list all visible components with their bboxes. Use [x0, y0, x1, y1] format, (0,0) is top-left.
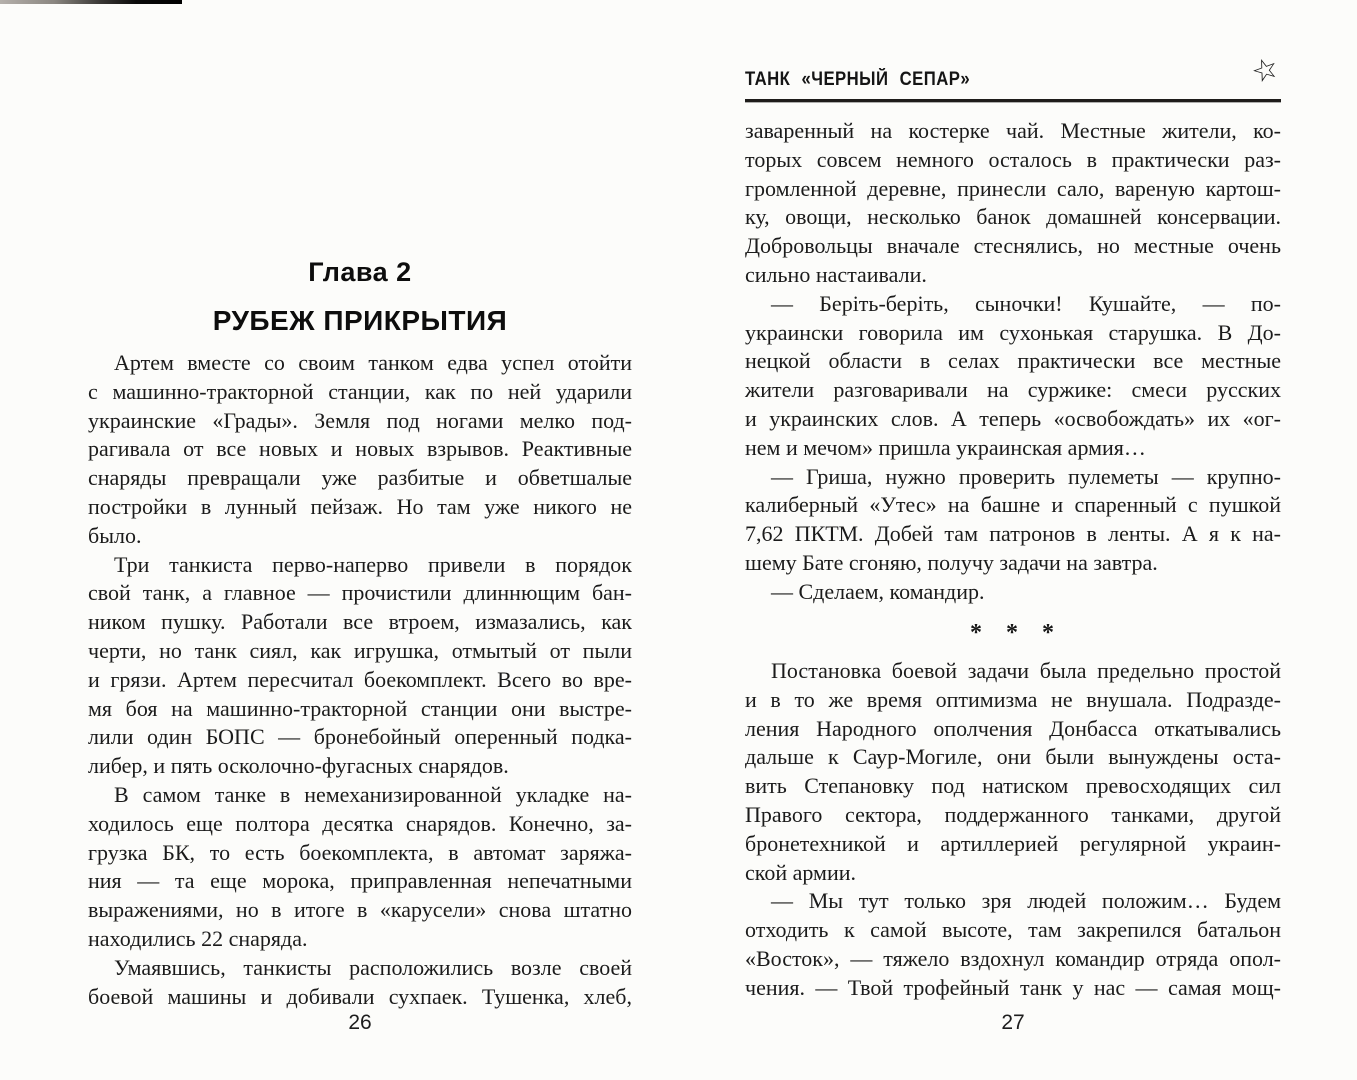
text-line: ской армии. [745, 859, 857, 885]
text-line: свой танк, а главное — прочистили длиннющим бан- [88, 580, 632, 606]
text-line: украински говорила им сухонькая старушка. В До- [745, 319, 1281, 345]
text-line: — Сделаем, командир. [771, 578, 985, 604]
text-line: сильно настаивали. [745, 261, 927, 287]
left-page-number: 26 [348, 1011, 372, 1034]
right-page-body-top [745, 117, 1281, 607]
text-line: — Мы тут только зря людей положим… Будем [771, 888, 1281, 914]
text-line: и грязи. Артем пересчитал боекомплект. Всего во вре- [88, 666, 632, 692]
text-line: боевой машины и добивали сухпаек. Тушенка, хлеб, [88, 983, 632, 1009]
chapter-label: Глава 2 [308, 257, 412, 287]
text-line: ния — та еще морока, приправленная непечатными [88, 868, 632, 894]
text-line: было. [88, 522, 142, 548]
text-line: либер, и пять осколочно-фугасных снарядов. [88, 753, 509, 779]
text-line: торых совсем немного осталось в практически раз- [745, 146, 1281, 172]
text-line: «Восток», — тяжело вздохнул командир отряда опол- [745, 945, 1281, 971]
star-icon: ☆ [1246, 49, 1285, 92]
text-line: с машинно-тракторной станции, как по ней ударили [88, 378, 632, 404]
header-rule [745, 99, 1281, 102]
left-page [88, 0, 632, 1080]
text-line: Правого сектора, поддержанного танками, другой [745, 801, 1281, 827]
text-line: грузка БК, то есть боекомплекта, в автомат заряжа- [88, 839, 632, 865]
text-line: нем и мечом» пришла украинская армия… [745, 434, 1146, 460]
chapter-title: РУБЕЖ ПРИКРЫТИЯ [212, 305, 508, 336]
text-line: Постановка боевой задачи была предельно простой [771, 658, 1281, 683]
text-line: и в то же время оптимизма не внушала. Подразде- [745, 686, 1281, 712]
text-line: Добровольцы вначале стеснялись, но местные очень [745, 233, 1281, 259]
text-line: ником пушку. Работали все втроем, измазались, как [88, 609, 632, 635]
text-line: Умаявшись, танкисты расположились возле своей [114, 954, 632, 980]
text-line: шему Бате сгоняю, получу задачи на завтра. [745, 549, 1158, 575]
text-line: громленной деревне, принесли сало, вареную картош- [745, 175, 1281, 201]
text-line: вить Степановку под натиском превосходящих сил [745, 773, 1281, 799]
text-line: снаряды превращали уже разбитые и обветшалые [88, 465, 632, 491]
right-page-number: 27 [1001, 1011, 1025, 1034]
text-line: — Гриша, нужно проверить пулеметы — крупно- [771, 463, 1281, 489]
text-line: черти, но танк сиял, как игрушка, отмытый от пыли [88, 637, 632, 663]
text-line: выражениями, но в итоге в «карусели» снова штатно [88, 897, 632, 923]
text-line: — Беріть-беріть, сыночки! Кушайте, — по- [771, 290, 1281, 316]
text-line: калиберный «Утес» на башне и спаренный с пушкой [745, 492, 1281, 518]
text-line: постройки в лунный пейзаж. Но там уже никого не [88, 493, 632, 519]
text-line: жители разговаривали на суржике: смеси русских [745, 377, 1281, 403]
text-line: украинские «Грады». Земля под ногами мелко под- [88, 407, 632, 433]
text-line: Три танкиста перво-наперво привели в порядок [114, 551, 632, 577]
text-line: бронетехникой и артиллерией регулярной украин- [745, 830, 1281, 856]
text-line: рагивала от все новых и новых взрывов. Реактивные [88, 436, 632, 462]
text-line: Артем вместе со своим танком едва успел отойти [114, 350, 632, 375]
right-page-body-bottom [745, 657, 1281, 1003]
right-page [745, 0, 1285, 1080]
text-line: чения. — Твой трофейный танк у нас — самая мощ- [745, 974, 1281, 1000]
text-line: мя боя на машинно-тракторной станции они выстре- [88, 695, 632, 721]
left-page-body [88, 349, 632, 1011]
text-line: заваренный на костерке чай. Местные жители, ко- [745, 118, 1281, 143]
text-line: ку, овощи, несколько банок домашней консервации. [745, 204, 1281, 230]
section-break: * * * [970, 620, 1056, 646]
text-line: В самом танке в немеханизированной укладке на- [114, 781, 632, 807]
text-line: 7,62 ПКТМ. Добей там патронов в ленты. А я к на- [745, 521, 1281, 547]
text-line: лили один БОПС — бронебойный оперенный подка- [88, 724, 632, 750]
text-line: и украинских слов. А теперь «освобождать» их «ог- [745, 405, 1281, 431]
text-line: дальше к Саур-Могиле, они были вынуждены оста- [745, 744, 1281, 770]
text-line: ления Народного ополчения Донбасса откатывались [745, 715, 1281, 741]
text-line: находились 22 снаряда. [88, 925, 308, 951]
text-line: отходить к самой высоте, там закрепился батальон [745, 917, 1281, 943]
running-header-title: ТАНК «ЧЕРНЫЙ СЕПАР» [745, 69, 971, 90]
text-line: нецкой области в селах практически все местные [745, 348, 1281, 374]
text-line: ходилось еще полтора десятка снарядов. Конечно, за- [88, 810, 632, 836]
